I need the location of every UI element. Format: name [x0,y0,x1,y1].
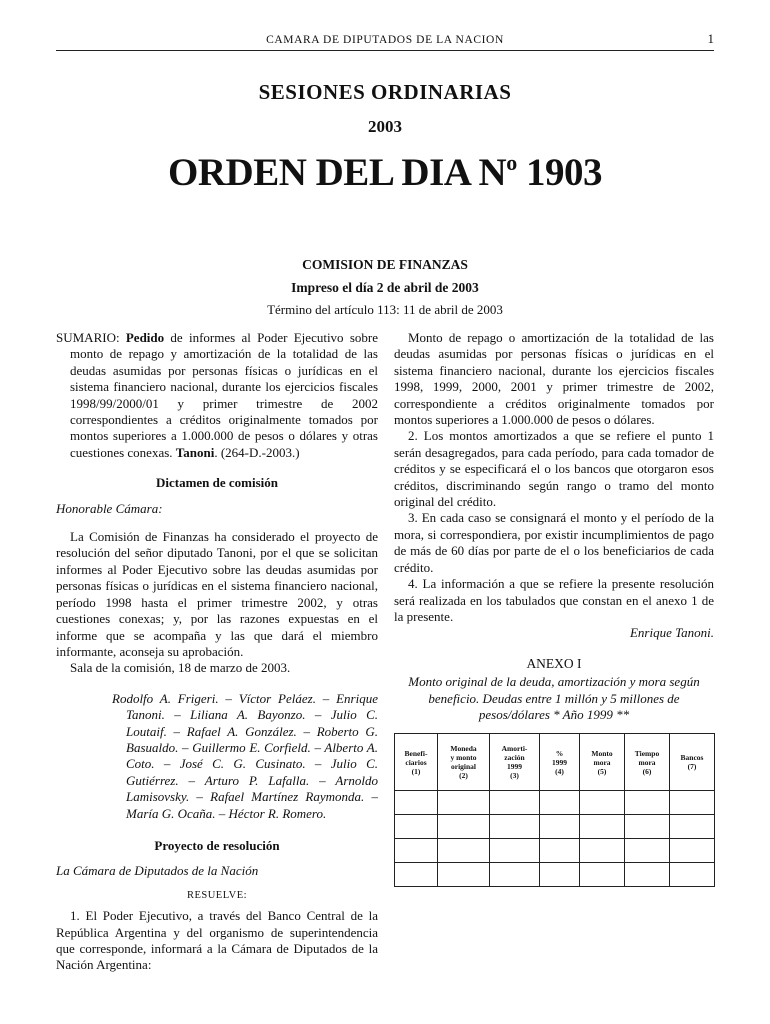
table-row [395,815,715,839]
anexo-col-bancos: Bancos (7) [670,734,715,791]
running-header [56,31,714,51]
table-row [395,839,715,863]
dictamen-title: Dictamen de comisión [155,475,279,491]
proyecto-item2: 2. Los montos amortizados a que se refiere el punto 1 serán desagregados, para cada período, para cada tomador de créditos y se especificará el o los bancos que otorgaron esos créditos, discriminando según rango o tramo del monto original del crédito. [394,428,714,510]
proyecto-item1: 1. El Poder Ejecutivo, a través del Banco Central de la República Argentina y del organismo de superintendencia que corresponde, informará a la Cámara de Diputados de la Nación Argentina: [56,908,378,973]
sumario-label: SUMARIO: [56,330,126,345]
sumario-bold1: Pedido [125,330,165,345]
orden-main: ORDEN DEL DIA N [168,151,507,194]
commission-name: COMISION DE FINANZAS [302,257,468,272]
left-column [56,330,378,974]
sumario-text2: . (264-D.-2003.) [214,444,300,460]
anexo-col-monto-mora: Monto mora (5) [580,734,625,791]
sumario-bold2: Tanoni [175,444,215,460]
anexo-col-moneda: Moneda y monto original (2) [438,734,490,791]
anexo-table [394,733,715,887]
anexo-header-row [395,734,715,791]
table-row [395,791,715,815]
dictamen-salutation: Honorable Cámara: [56,500,163,516]
proyecto-item1b: Monto de repago o amortización de la totalidad de las deudas asumidas por personas físicas o jurídicas en el sistema financiero nacional, durante los ejercicios fiscales 1998, 1999, 2000, 2001 y primer trimestre de 2002, correspondiente a créditos originalmente tomados por montos superiores a 1.000.000 de pesos o dólares. [394,330,714,428]
printed-date: Impreso el día 2 de abril de 2003 [291,280,479,295]
anexo-col-amortizacion: Amorti- zación 1999 (3) [490,734,540,791]
anexo-col-beneficiarios: Benefi- ciarios (1) [395,734,438,791]
page-number: 1 [707,31,714,46]
proyecto-signer: Enrique Tanoni. [629,625,714,641]
proyecto-item3: 3. En cada caso se consignará el monto y el período de la mora, si correspondiera, por existir incumplimientos de pago de más de 60 días por parte de el o los beneficiarios de cada crédito. [394,510,714,575]
resuelve-label: RESUELVE: [186,889,248,901]
anexo-title: ANEXO I [526,655,582,671]
anexo-subtitle: Monto original de la deuda, amortización y mora según beneficio. Deudas entre 1 millón y 5 millones de pesos/dólares * Año 1999 ** [408,674,700,722]
dictamen-body: La Comisión de Finanzas ha considerado el proyecto de resolución del señor diputado Tanoni, por el que se solicitan informes al Poder Ejecutivo sobre las deudas asumidas por personas físicas o jurídicas en el sistema financiero nacional, período 1998 hasta el primer trimestre 2002, y otras cuestiones conexas; y, por las razones expuestas en el informe que se acompaña y las que dará el miembro informante, aconseja su aprobación. [56,529,378,659]
proyecto-chamber: La Cámara de Diputados de la Nación [56,863,259,879]
dictamen-signers: Rodolfo A. Frigeri. – Víctor Peláez. – Enrique Tanoni. – Liliana A. Bayonzo. – Julio C. Loutaif. – Rafael A. González. – Roberto G. Basualdo. – Guillermo E. Corfield. – Alberto A. Coto. – José C. G. Cusinato. – Julio C. Gutiérrez. – Arturo P. Lafalla. – Arnoldo Lamisovsky. – Rafael Martínez Raymonda. – María G. Ocaña. – Héctor R. Romero. [112,690,378,821]
sumario [56,330,378,461]
sessions-year: 2003 [368,117,402,136]
anexo-col-tiempo-mora: Tiempo mora (6) [625,734,670,791]
deadline-date: Término del artículo 113: 11 de abril de 2003 [267,302,503,317]
right-column [394,330,714,887]
anexo-col-porcentaje: % 1999 (4) [540,734,580,791]
proyecto-title: Proyecto de resolución [154,837,280,853]
orden-del-dia-title [56,150,714,195]
proyecto-item4: 4. La información a que se refiere la presente resolución será realizada en los tabulados que constan en el anexo 1 de la presente. [394,576,714,624]
sumario-text1: de informes al Poder Ejecutivo sobre monto de repago y amortización de la totalidad de las deudas asumidas por personas físicas o jurídicas en el sistema financiero nacional, durante los ejercicios fiscales 1998/99/2000/01 y primer trimestre de 2002 correspondientes a créditos originalmente tomados por montos superiores a 1.000.000 de pesos o dólares y otras cuestiones conexas. [70,330,378,460]
sessions-title: SESIONES ORDINARIAS [258,80,512,104]
dictamen-sala: Sala de la comisión, 18 de marzo de 2003. [70,660,291,676]
orden-number: 1903 [516,151,602,194]
orden-sup: o [506,150,517,175]
running-title: CAMARA DE DIPUTADOS DE LA NACION [266,34,504,46]
table-row [395,863,715,887]
